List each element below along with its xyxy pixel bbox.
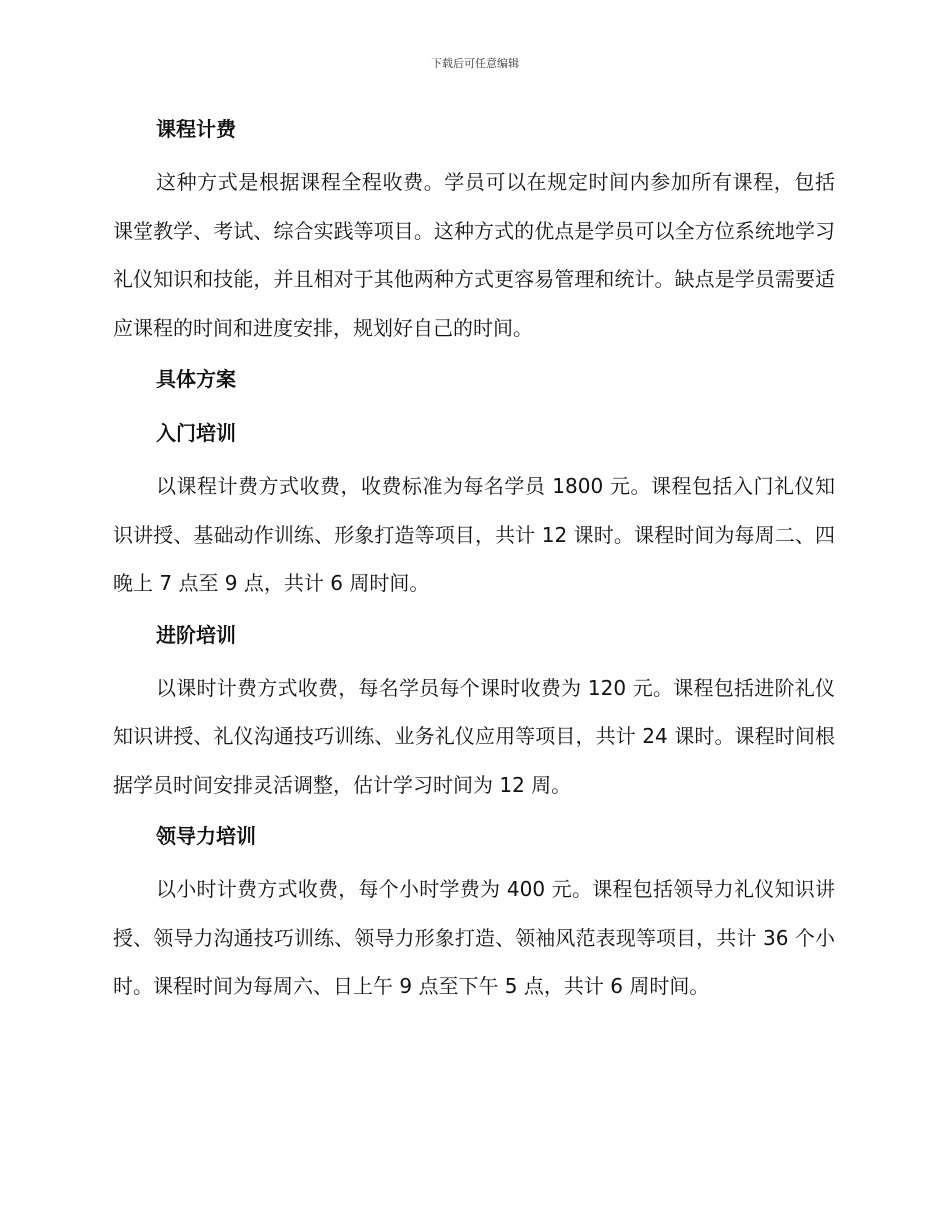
paragraph-course-billing: 这种方式是根据课程全程收费。学员可以在规定时间内参加所有课程，包括课堂教学、考试、综合实践等项目。这种方式的优点是学员可以全方位系统地学习礼仪知识和技能，并且相对于其他两种方式更容易管理和统计。缺点是学员需要适应课程的时间和进度安排，规划好自己的时间。 xyxy=(113,170,835,340)
section-heading-course-billing: 课程计费 xyxy=(156,117,236,141)
section-heading-specific-plan: 具体方案 xyxy=(156,367,236,391)
section-heading-leadership-training: 领导力培训 xyxy=(156,824,256,848)
header-note: 下载后可任意编辑 xyxy=(431,57,519,70)
paragraph-advanced-training: 以课时计费方式收费，每名学员每个课时收费为 120 元。课程包括进阶礼仪知识讲授、礼仪沟通技巧训练、业务礼仪应用等项目，共计 24 课时。课程时间根据学员时间安排灵活调整，估计学习时间为 12 周。 xyxy=(113,675,835,797)
section-heading-beginner-training: 入门培训 xyxy=(156,421,236,445)
paragraph-beginner-training: 以课程计费方式收费，收费标准为每名学员 1800 元。课程包括入门礼仪知识讲授、基础动作训练、形象打造等项目，共计 12 课时。课程时间为每周二、四晚上 7 点至 9 点，共计 6 周时间。 xyxy=(113,474,835,595)
document-body xyxy=(113,110,835,1011)
paragraph-leadership-training: 以小时计费方式收费，每个小时学费为 400 元。课程包括领导力礼仪知识讲授、领导力沟通技巧训练、领导力形象打造、领袖风范表现等项目，共计 36 个小时。课程时间为每周六、日上午 9 点至下午 5 点，共计 6 周时间。 xyxy=(113,877,835,998)
section-heading-advanced-training: 进阶培训 xyxy=(156,622,236,647)
